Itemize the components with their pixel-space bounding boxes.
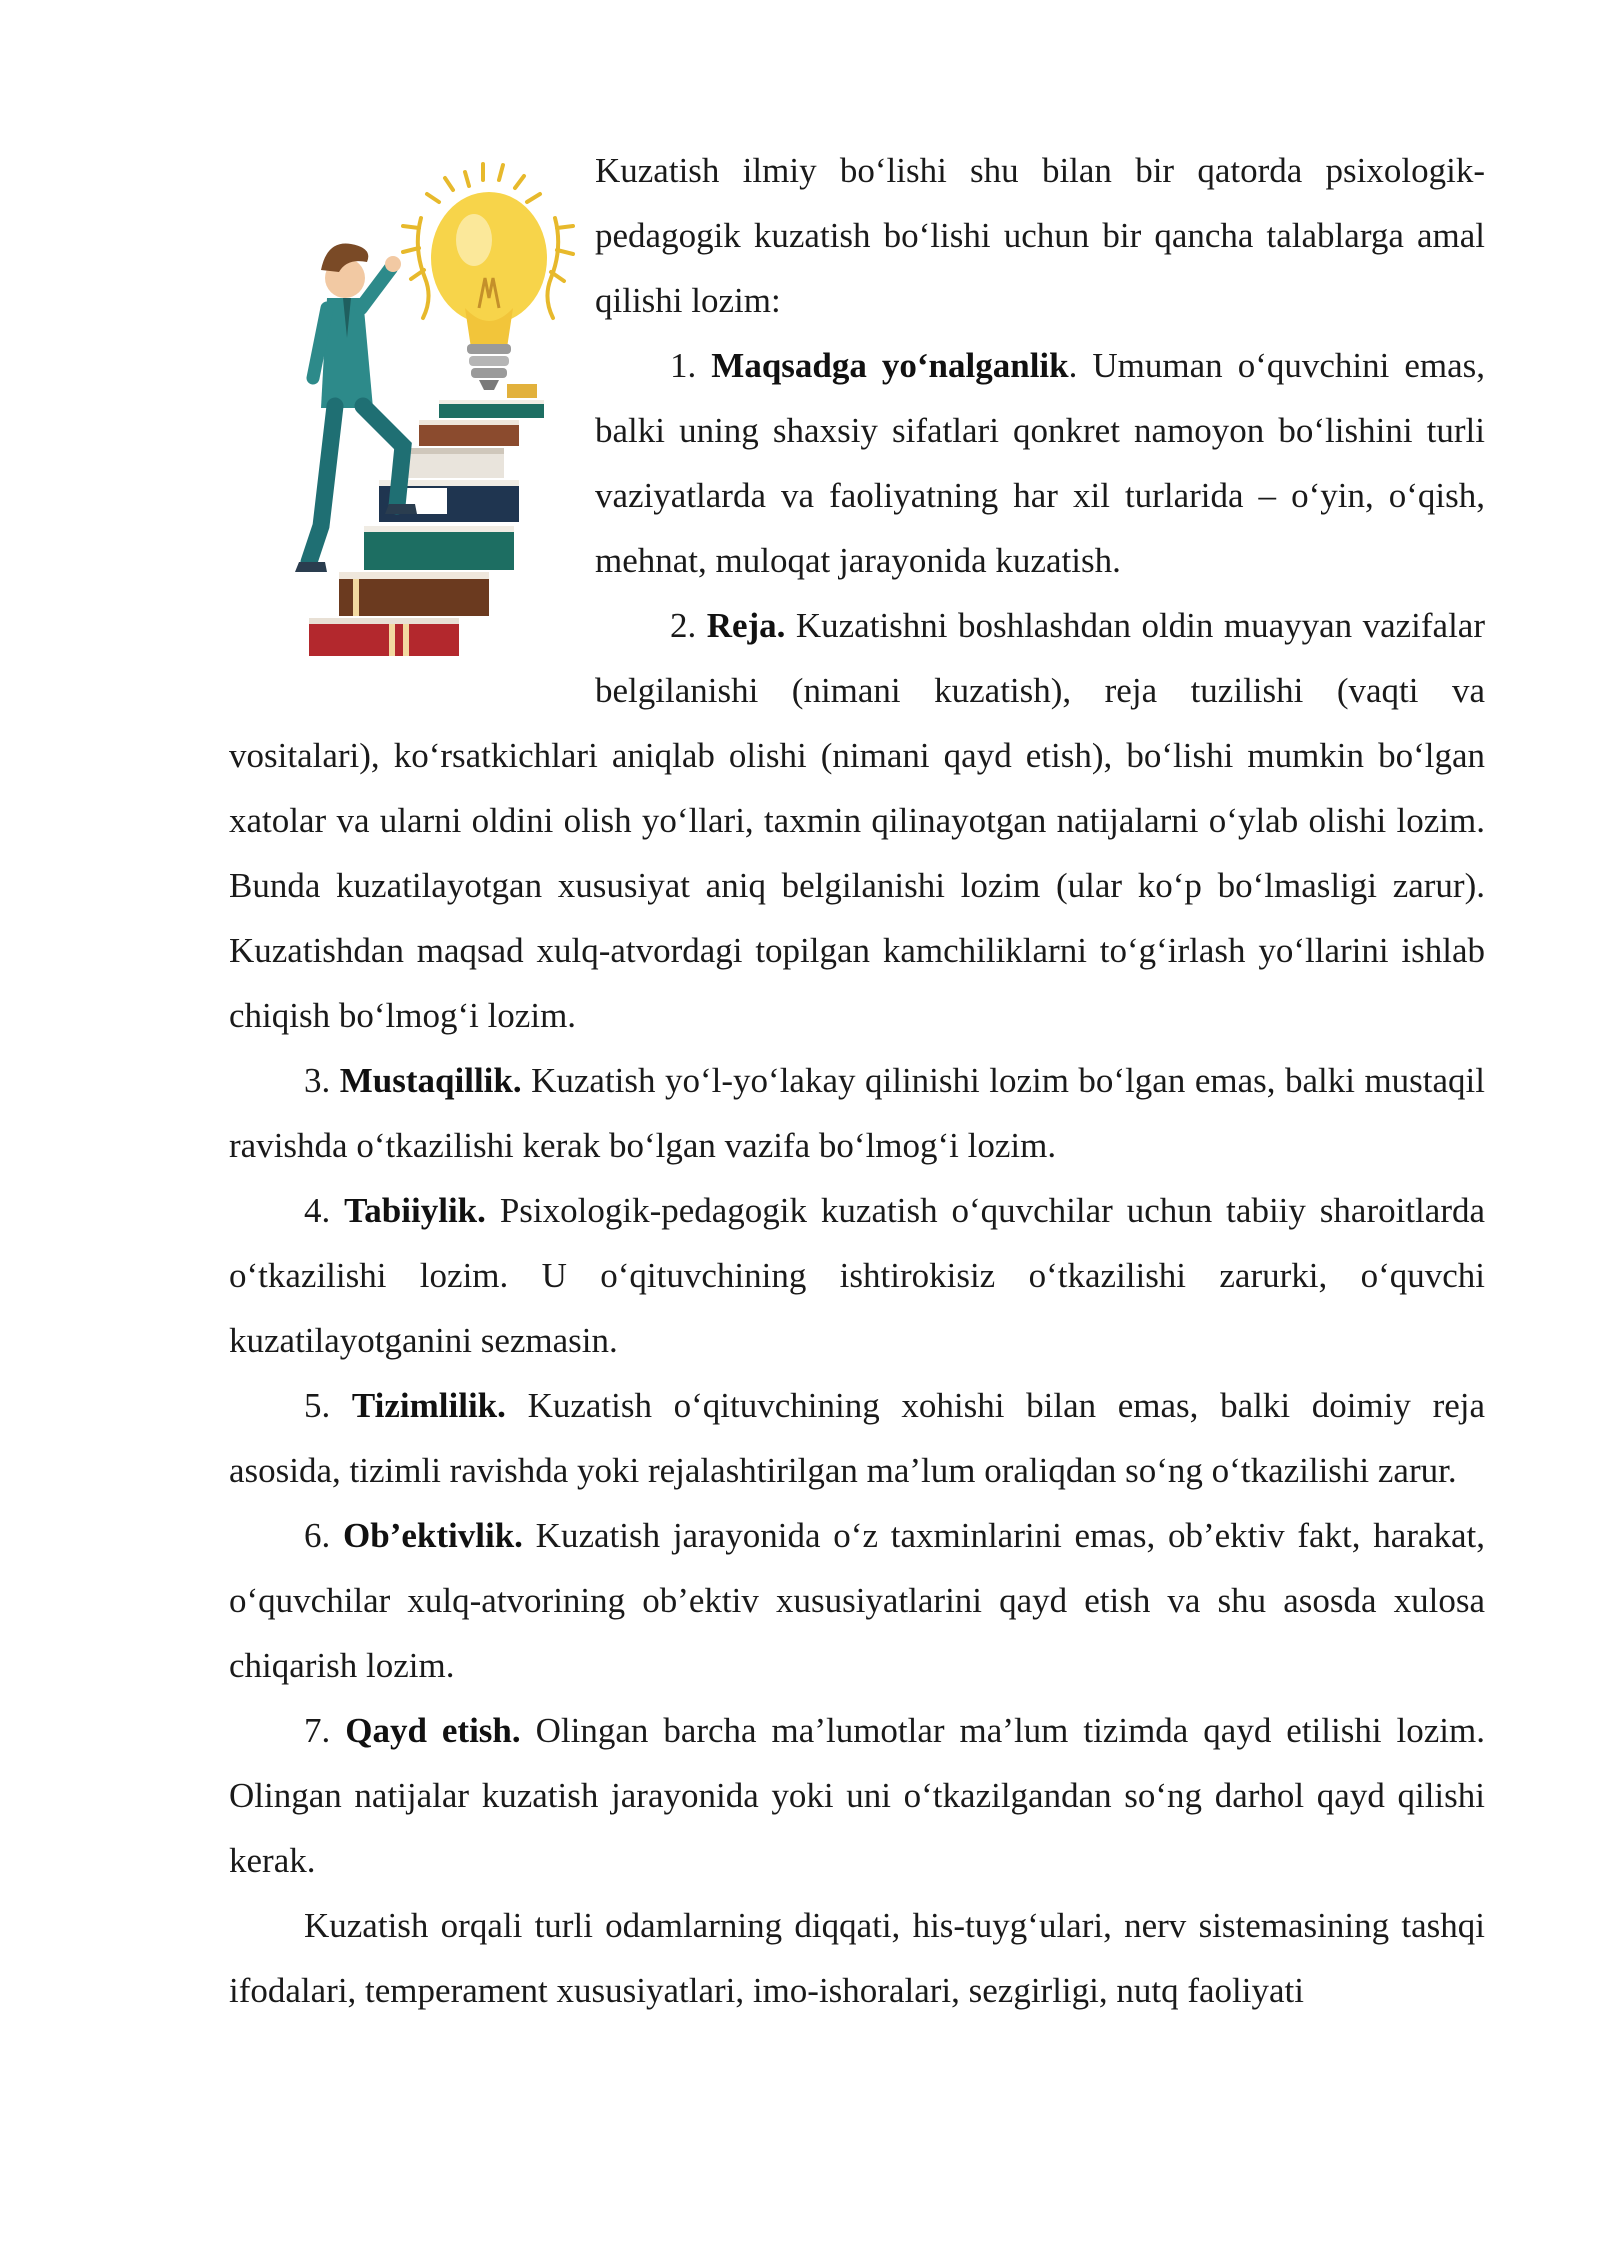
item-title: Tabiiylik. (344, 1191, 486, 1230)
item-separator: . (1068, 346, 1078, 385)
item-title: Tizimlilik. (351, 1386, 506, 1425)
item-title: Ob’ektivlik. (343, 1516, 523, 1555)
lightbulb-books-stairs-icon (269, 158, 579, 658)
item-text: Olingan barcha ma’lumotlar ma’lum tizimda qayd etilishi lozim. Olingan natijalar kuzatish jarayonida yoki uni o‘tkazilgandan so‘ng darhol qayd qilishi kerak. (229, 1711, 1485, 1880)
item-text: Kuzatish o‘qituvchining xohishi bilan emas, balki doimiy reja asosida, tizimli ravishda yoki rejalashtirilgan ma’lum oraliqdan so‘ng o‘tkazilishi zarur. (229, 1386, 1486, 1490)
item-title: Mustaqillik. (339, 1061, 522, 1100)
item-number: 2. (670, 606, 697, 645)
illustration (229, 138, 591, 665)
item-number: 4. (304, 1191, 331, 1230)
item-title: Reja. (706, 606, 786, 645)
list-item (229, 1373, 1485, 1503)
list-item (229, 1698, 1485, 1893)
item-number: 1. (670, 346, 697, 385)
item-text: Kuzatish jarayonida o‘z taxminlarini emas, ob’ektiv fakt, harakat, o‘quvchilar xulq-atvorining ob’ektiv xususiyatlarini qayd etish va shu asosda xulosa chiqarish lozim. (229, 1516, 1486, 1685)
item-title: Qayd etish. (345, 1711, 521, 1750)
closing-paragraph (229, 1893, 1485, 2023)
item-text: Umuman o‘quvchini emas, balki uning shaxsiy sifatlari qonkret namoyon bo‘lishini turli vaziyatlarda va faoliyatning har xil turlarida – o‘yin, o‘qish, mehnat, muloqat jarayonida kuzatish. (595, 346, 1486, 580)
item-text: Kuzatishni boshlashdan oldin muayyan vazifalar belgilanishi (nimani kuzatish), reja tuzilishi (vaqti va vositalari), ko‘rsatkichlari aniqlab olishi (nimani qayd etish), bo‘lishi mumkin bo‘lgan xatolar va ularni oldini olish yo‘llari, taxmin qilinayotgan natijalarni o‘ylab olishi lozim. Bunda kuzatilayotgan xususiyat aniq belgilanishi lozim (ular ko‘p bo‘lmasligi zarur). Kuzatishdan maqsad xulq-atvordagi topilgan kamchiliklarni to‘g‘irlash yo‘llarini ishlab chiqish bo‘lmog‘i lozim. (229, 606, 1485, 1035)
list-item (229, 1178, 1485, 1373)
item-text: Kuzatish yo‘l-yo‘lakay qilinishi lozim bo‘lgan emas, balki mustaqil ravishda o‘tkazilishi kerak bo‘lgan vazifa bo‘lmog‘i lozim. (229, 1061, 1486, 1165)
intro-text: Kuzatish ilmiy bo‘lishi shu bilan bir qatorda psixologik-pedagogik kuzatish bo‘lishi uchun bir qancha talablarga amal qilishi lozim: (595, 151, 1485, 320)
document-body (229, 138, 1485, 2023)
item-title: Maqsadga yo‘nalganlik (711, 346, 1069, 385)
item-number: 3. (304, 1061, 331, 1100)
list-item (229, 1048, 1485, 1178)
item-text: Psixologik-pedagogik kuzatish o‘quvchilar uchun tabiiy sharoitlarda o‘tkazilishi lozim. U o‘qituvchining ishtirokisiz o‘tkazilishi zarurki, o‘quvchi kuzatilayotganini sezmasin. (229, 1191, 1486, 1360)
item-number: 6. (304, 1516, 331, 1555)
closing-text: Kuzatish orqali turli odamlarning diqqati, his-tuyg‘ulari, nerv sistemasining tashqi ifodalari, temperament xususiyatlari, imo-ishoralari, sezgirligi, nutq faoliyati (229, 1906, 1485, 2010)
list-item (229, 1503, 1485, 1698)
item-number: 7. (304, 1711, 331, 1750)
item-number: 5. (304, 1386, 331, 1425)
